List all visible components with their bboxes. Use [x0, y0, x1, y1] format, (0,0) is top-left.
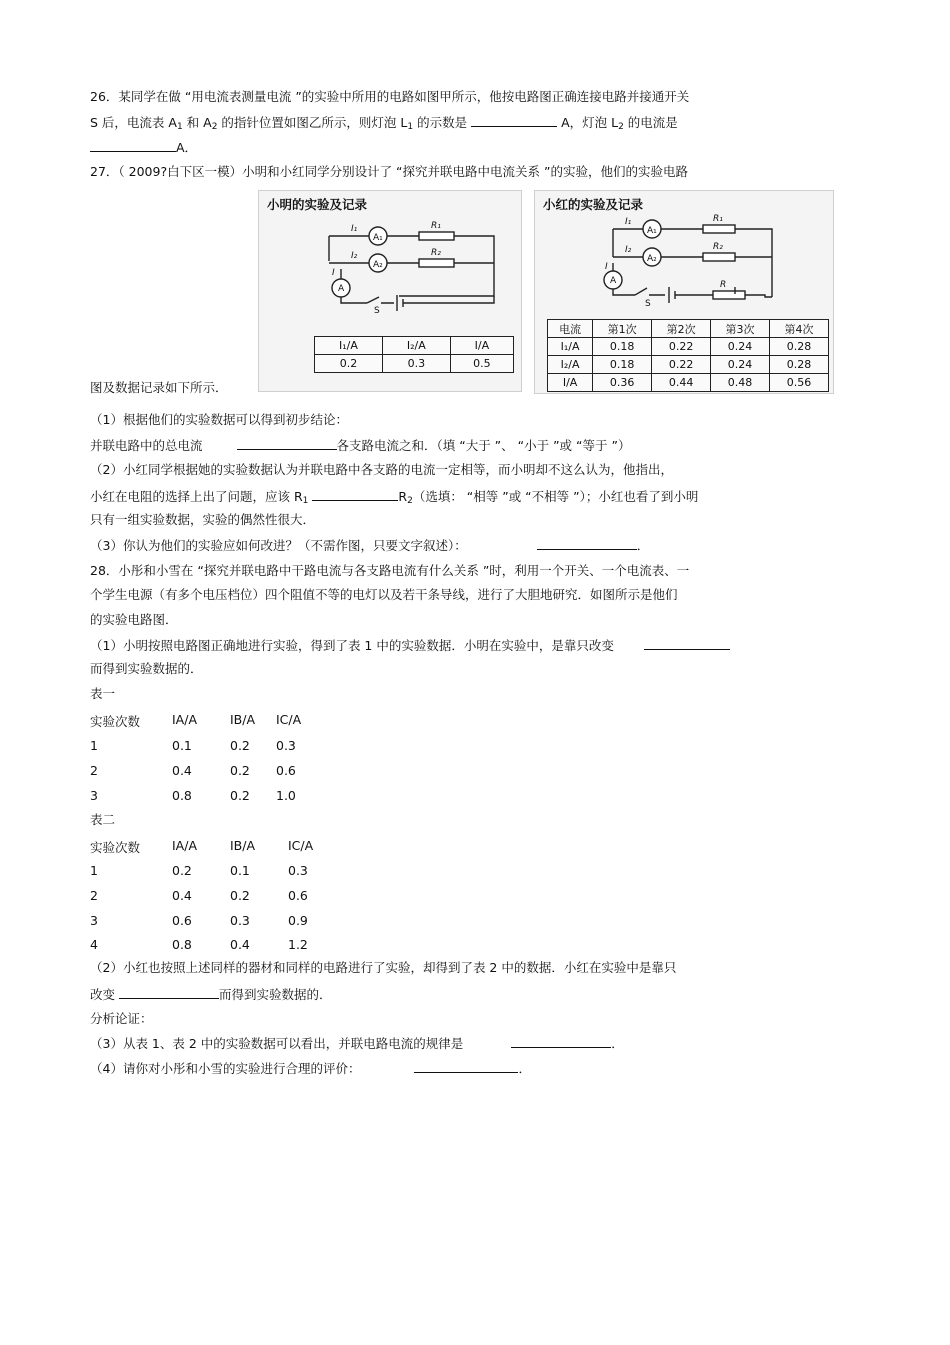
table-header: 电流	[548, 320, 593, 338]
q28-p4	[90, 1060, 531, 1077]
table-cell: 0.4	[230, 937, 250, 952]
table-cell: I₂/A	[548, 356, 593, 374]
svg-text:R₁: R₁	[713, 214, 723, 224]
svg-text:I₁: I₁	[351, 224, 358, 234]
table1-title: 表一	[90, 686, 116, 701]
q28-text: ．	[518, 1061, 531, 1076]
q28-text: （4）请你对小彤和小雪的实验进行合理的评价：	[90, 1061, 361, 1076]
svg-text:S: S	[645, 299, 651, 309]
table-cell: 0.18	[593, 338, 652, 356]
q28-line3: 的实验电路图．	[90, 612, 178, 627]
table-cell: 0.9	[288, 913, 308, 928]
table-header: I/A	[450, 337, 513, 355]
sub: 1	[176, 122, 183, 132]
table-xiaoming	[314, 336, 514, 373]
q27-text: R	[398, 489, 408, 504]
q27-text: （3）你认为他们的实验应如何改进？（不需作图，只要文字叙述）：	[90, 538, 467, 553]
q28-p1b: 而得到实验数据的．	[90, 661, 203, 676]
table-cell: 0.2	[230, 788, 250, 803]
q28-p3	[90, 1035, 624, 1052]
q26-text-b: 和 A	[186, 115, 212, 130]
q27-text: 小红在电阻的选择上出了问题，应该 R	[90, 489, 303, 504]
table-cell: 1.2	[288, 937, 308, 952]
table-cell: 0.28	[770, 356, 829, 374]
q28-analysis: 分析论证：	[90, 1011, 153, 1026]
table-cell: 3	[90, 788, 98, 803]
table-header: IC/A	[288, 838, 314, 853]
table-cell: 0.3	[382, 355, 450, 373]
svg-text:A₁: A₁	[647, 226, 657, 236]
table-cell: 0.22	[652, 338, 711, 356]
svg-text:S: S	[374, 306, 380, 316]
svg-text:A₁: A₁	[373, 233, 383, 243]
svg-text:R₂: R₂	[713, 242, 723, 252]
q26-text-f: 的电流是	[627, 115, 678, 130]
table-header: 第4次	[770, 320, 829, 338]
q28-p2b	[90, 986, 332, 1003]
svg-text:R₂: R₂	[431, 248, 441, 258]
q27-line1: 27．（ 2009?白下区一模）小明和小红同学分别设计了 “探究并联电路中电流关系 ”的实验，他们的实验电路	[90, 164, 688, 179]
svg-text:A₂: A₂	[647, 254, 657, 264]
table-cell: 0.2	[230, 888, 250, 903]
svg-text:R: R	[720, 280, 727, 290]
q28-text: 而得到实验数据的．	[219, 987, 332, 1002]
q26-line3	[90, 139, 197, 156]
q27-text: ．	[636, 538, 650, 553]
table-header: IA/A	[172, 838, 197, 853]
svg-text:I₂: I₂	[351, 251, 358, 261]
table-cell: 0.2	[230, 763, 250, 778]
table-xiaohong	[547, 319, 829, 392]
answer-blank[interactable]	[119, 986, 219, 999]
q28-text: （3）从表 1、表 2 中的实验数据可以看出，并联电路电流的规律是	[90, 1036, 464, 1051]
sub: 1	[407, 122, 414, 132]
answer-blank[interactable]	[511, 1035, 611, 1048]
table-cell: 0.18	[593, 356, 652, 374]
answer-blank[interactable]	[644, 637, 730, 650]
q28-line1: 28．小彤和小雪在 “探究并联电路中干路电流与各支路电流有什么关系 ”时，利用一个开关、一个电流表、一	[90, 563, 690, 578]
figure-xiaohong	[534, 190, 834, 394]
q28-text: （1）小明按照电路图正确地进行实验，得到了表 1 中的实验数据．小明在实验中，是靠只改变	[90, 638, 614, 653]
table-cell: 0.24	[711, 338, 770, 356]
sub: 1	[302, 496, 309, 506]
sub: 2	[407, 496, 413, 506]
table-header: I₂/A	[382, 337, 450, 355]
q26-line1: 26．某同学在做 “用电流表测量电流 ”的实验中所用的电路如图甲所示，他按电路图正确连接电路并接通开关	[90, 89, 690, 104]
table-cell: 2	[90, 763, 98, 778]
q26-line2	[90, 114, 678, 135]
table-header: 第2次	[652, 320, 711, 338]
q28-text: 改变	[90, 987, 116, 1002]
sub: 2	[211, 122, 218, 132]
sub: 2	[618, 122, 624, 132]
table-cell: 1.0	[276, 788, 296, 803]
table-cell: 1	[90, 738, 98, 753]
table-cell: 0.1	[172, 738, 192, 753]
table-cell: 0.4	[172, 888, 192, 903]
q27-p2c: 只有一组实验数据，实验的偶然性很大．	[90, 512, 316, 527]
svg-text:I₁: I₁	[625, 217, 632, 227]
q27-p1: （1）根据他们的实验数据可以得到初步结论：	[90, 412, 348, 427]
table-cell: 0.48	[711, 374, 770, 392]
q28-p2a: （2）小红也按照上述同样的器材和同样的电路进行了实验，却得到了表 2 中的数据．小红在实验中是靠只	[90, 960, 677, 975]
svg-text:A: A	[338, 284, 345, 294]
q28-p1a	[90, 637, 730, 654]
table-cell: 0.56	[770, 374, 829, 392]
table2-title: 表二	[90, 812, 116, 827]
table-cell: 3	[90, 913, 98, 928]
table-cell: 0.3	[276, 738, 296, 753]
table-cell: 0.5	[450, 355, 513, 373]
table-cell: I₁/A	[548, 338, 593, 356]
figure-xiaoming	[258, 190, 522, 392]
q27-p1b	[90, 437, 630, 454]
q28-text: ．	[611, 1036, 624, 1051]
table-cell: 0.8	[172, 937, 192, 952]
table-cell: I/A	[548, 374, 593, 392]
circuit-diagram-xiaohong	[535, 191, 833, 316]
svg-text:A₂: A₂	[373, 260, 383, 270]
table-cell: 0.6	[172, 913, 192, 928]
q28-line2: 个学生电源（有多个电压档位）四个阻值不等的电灯以及若干条导线，进行了大胆地研究．如图所示是他们	[90, 587, 678, 602]
figure-title: 小明的实验及记录	[267, 197, 368, 212]
table-header: 实验次数	[90, 714, 141, 729]
svg-text:R₁: R₁	[431, 221, 441, 231]
table-header: IB/A	[230, 838, 256, 853]
table-cell: 0.6	[288, 888, 308, 903]
q26-text-e: A，灯泡 L	[561, 115, 619, 130]
answer-blank[interactable]	[414, 1060, 518, 1073]
table-header: IB/A	[230, 712, 256, 727]
answer-blank[interactable]	[537, 537, 637, 550]
table-cell: 0.2	[172, 863, 192, 878]
circuit-diagram-xiaoming	[259, 191, 521, 331]
table-header: I₁/A	[315, 337, 383, 355]
table-header: 第1次	[593, 320, 652, 338]
table-header: IC/A	[276, 712, 302, 727]
figure-title: 小红的实验及记录	[543, 197, 644, 212]
q27-text: 各支路电流之和．（填 “大于 ”、 “小于 ”或 “等于 ”）	[336, 438, 631, 453]
svg-text:I₂: I₂	[625, 245, 632, 255]
table-header: IA/A	[172, 712, 197, 727]
table-cell: 4	[90, 937, 98, 952]
svg-text:I: I	[332, 268, 335, 278]
answer-blank[interactable]	[90, 139, 176, 152]
answer-blank[interactable]	[471, 114, 557, 127]
table-header: 第3次	[711, 320, 770, 338]
q27-text: （选填： “相等 ”或 “不相等 ”）；小红也看了到小明	[412, 489, 699, 504]
table-cell: 0.1	[230, 863, 250, 878]
table-cell: 0.3	[230, 913, 250, 928]
q26-text-d: 的示数是	[417, 115, 468, 130]
table-cell: 0.2	[315, 355, 383, 373]
table-cell: 0.3	[288, 863, 308, 878]
table-cell: 0.24	[711, 356, 770, 374]
table-cell: 0.28	[770, 338, 829, 356]
q27-p2b	[90, 488, 698, 509]
q27-line2: 图及数据记录如下所示．	[90, 380, 228, 395]
q27-p2: （2）小红同学根据她的实验数据认为并联电路中各支路的电流一定相等，而小明却不这么认为，他指出，	[90, 462, 673, 477]
svg-text:A: A	[610, 276, 617, 286]
answer-blank[interactable]	[312, 488, 398, 501]
answer-blank[interactable]	[237, 437, 337, 450]
q26-text-end: A．	[176, 140, 198, 155]
table-cell: 0.44	[652, 374, 711, 392]
table-cell: 2	[90, 888, 98, 903]
table-cell: 0.6	[276, 763, 296, 778]
q27-p3	[90, 537, 649, 554]
table-cell: 0.22	[652, 356, 711, 374]
q26-text-a: S 后，电流表 A	[90, 115, 177, 130]
table-cell: 0.2	[230, 738, 250, 753]
table-header: 实验次数	[90, 840, 141, 855]
svg-text:I: I	[605, 262, 608, 272]
q27-text: 并联电路中的总电流	[90, 438, 203, 453]
table-cell: 0.8	[172, 788, 192, 803]
table-cell: 0.36	[593, 374, 652, 392]
q26-text-c: 的指针位置如图乙所示，则灯泡 L	[221, 115, 408, 130]
table-cell: 1	[90, 863, 98, 878]
table-cell: 0.4	[172, 763, 192, 778]
